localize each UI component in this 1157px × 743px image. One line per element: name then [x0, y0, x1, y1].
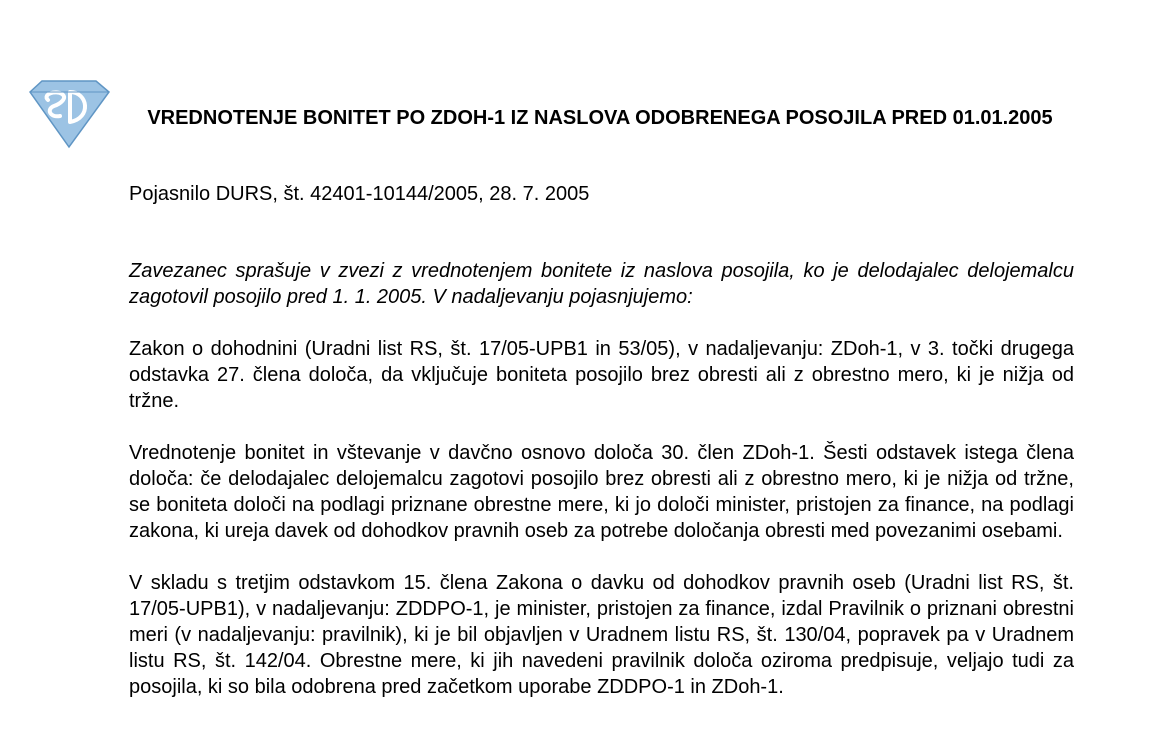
- body-paragraph: V skladu s tretjim odstavkom 15. člena Zakona o davku od dohodkov pravnih oseb (Uradni list RS, št. 17/05-UPB1), v nadaljevanju: ZDDPO-1, je minister, pristojen za finance, izdal Pravilnik o priznani obrestni meri (v nadaljevanju: pravilnik), ki je bil objavljen v Uradnem listu RS, št. 130/04, popravek pa v Uradnem listu RS, št. 142/04. Obrestne mere, ki jih navedeni pravilnik določa oziroma predpisuje, veljajo tudi za posojila, ki so bila odobrena pred začetkom uporabe ZDDPO-1 in ZDoh-1.: [129, 572, 1074, 698]
- document-title: VREDNOTENJE BONITET PO ZDOH-1 IZ NASLOVA ODOBRENEGA POSOJILA PRED 01.01.2005: [147, 107, 1053, 129]
- body-paragraph: Vrednotenje bonitet in vštevanje v davčno osnovo določa 30. člen ZDoh-1. Šesti odstavek istega člena določa: če delodajalec delojemalcu zagotovi posojilo brez obresti ali z obrestno mero, ki je nižja od tržne, se boniteta določi na podlagi priznane obrestne mere, ki jo določi minister, pristojen za finance, na podlagi zakona, ki ureja davek od dohodkov pravnih oseb za potrebe določanja obresti med povezanimi osebami.: [129, 442, 1074, 542]
- document-reference: Pojasnilo DURS, št. 42401-10144/2005, 28. 7. 2005: [129, 183, 590, 205]
- document-body: [129, 258, 1074, 726]
- intro-question-paragraph: Zavezanec sprašuje v zvezi z vrednotenjem bonitete iz naslova posojila, ko je delodajalec delojemalcu zagotovil posojilo pred 1. 1. 2005. V nadaljevanju pojasnjujemo:: [129, 260, 1074, 308]
- body-paragraph: Zakon o dohodnini (Uradni list RS, št. 17/05-UPB1 in 53/05), v nadaljevanju: ZDoh-1, v 3. točki drugega odstavka 27. člena določa, da vključuje boniteta posojilo brez obresti ali z obrestno mero, ki je nižja od tržne.: [129, 338, 1074, 412]
- diamond-logo-icon: [26, 78, 112, 150]
